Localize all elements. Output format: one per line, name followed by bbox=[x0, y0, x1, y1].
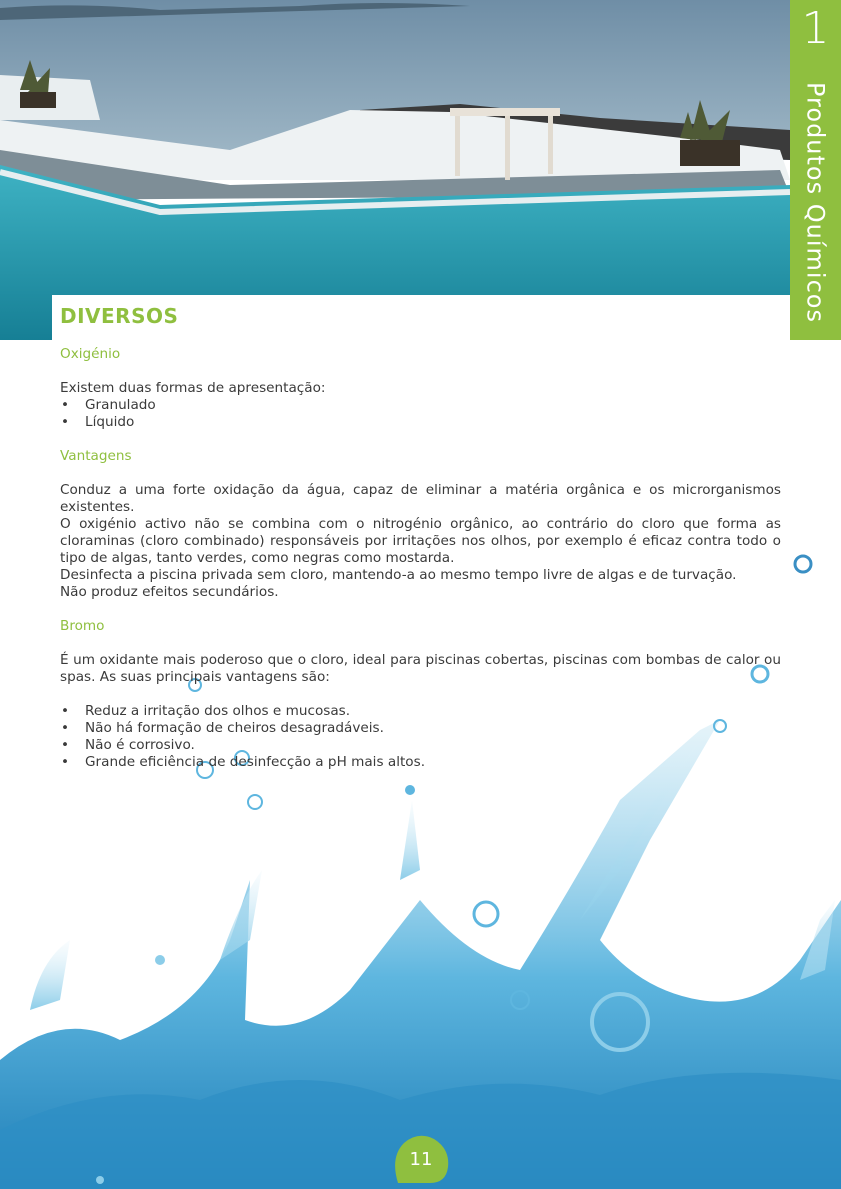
page-number: 11 bbox=[409, 1149, 433, 1170]
hero-pool-photo bbox=[0, 0, 790, 340]
bromo-heading: Bromo bbox=[60, 618, 105, 634]
oxigenio-heading: Oxigénio bbox=[60, 346, 121, 362]
vantagens-paragraph: Conduz a uma forte oxidação da água, capaz de eliminar a matéria orgânica e os microrganismos existentes. bbox=[60, 482, 781, 515]
bromo-intro: É um oxidante mais poderoso que o cloro, ideal para piscinas cobertas, piscinas com bombas de calor ou spas. As suas principais vantagens são: bbox=[60, 652, 781, 685]
chapter-title: Produtos Químicos bbox=[801, 82, 830, 323]
bromo-advantages-list bbox=[60, 703, 781, 771]
list-item: • Não é corrosivo. bbox=[60, 737, 781, 754]
vantagens-paragraph: Não produz efeitos secundários. bbox=[60, 584, 279, 600]
section-heading-band bbox=[52, 295, 790, 340]
list-item: • Líquido bbox=[60, 414, 781, 431]
chapter-side-tab bbox=[790, 0, 841, 340]
list-item: • Reduz a irritação dos olhos e mucosas. bbox=[60, 703, 781, 720]
vantagens-paragraph: O oxigénio activo não se combina com o nitrogénio orgânico, ao contrário do cloro que forma as cloraminas (cloro combinado) responsáveis por irritações nos olhos, por exemplo é eficaz contra todo o tipo de algas, tanto verdes, como negras como mostarda. bbox=[60, 516, 781, 566]
list-item: • Granulado bbox=[60, 397, 781, 414]
vantagens-paragraph: Desinfecta a piscina privada sem cloro, mantendo-a ao mesmo tempo livre de algas e de turvação. bbox=[60, 567, 737, 583]
main-content bbox=[60, 346, 781, 771]
oxigenio-forms-list bbox=[60, 397, 781, 431]
list-item: • Não há formação de cheiros desagradáveis. bbox=[60, 720, 781, 737]
list-item: • Grande eficiência de desinfecção a pH mais altos. bbox=[60, 754, 781, 771]
vantagens-heading: Vantagens bbox=[60, 448, 132, 464]
oxigenio-intro: Existem duas formas de apresentação: bbox=[60, 380, 326, 396]
chapter-number: 1 bbox=[801, 3, 830, 54]
section-title: DIVERSOS bbox=[60, 304, 179, 328]
